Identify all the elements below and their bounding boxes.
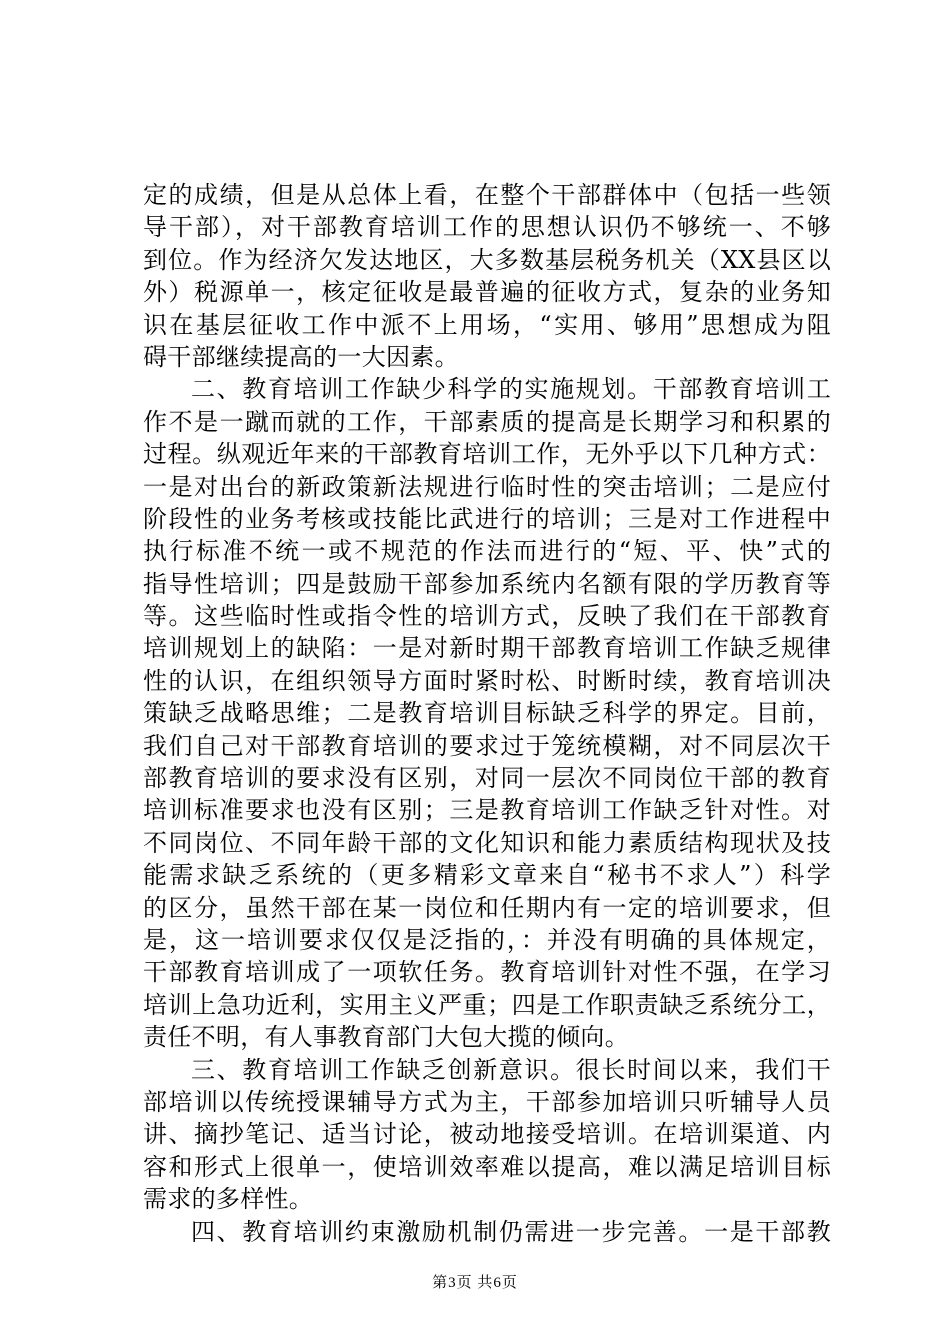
text-line: 二、教育培训工作缺少科学的实施规划。干部教育培训工 [191,375,831,404]
text-line: 一是对出台的新政策新法规进行临时性的突击培训；二是应付 [143,472,831,501]
text-line: 培训上急功近利，实用主义严重；四是工作职责缺乏系统分工， [143,990,831,1019]
text-line: 容和形式上很单一，使培训效率难以提高，难以满足培训目标 [143,1152,831,1181]
text-line: 培训规划上的缺陷：一是对新时期干部教育培训工作缺乏规律 [143,634,831,663]
text-line: 外）税源单一，核定征收是最普遍的征收方式，复杂的业务知 [143,278,831,307]
text-line: 到位。作为经济欠发达地区，大多数基层税务机关（XX县区以 [143,245,831,274]
text-line: 策缺乏战略思维；二是教育培训目标缺乏科学的界定。目前， [143,699,831,728]
text-line: 部培训以传统授课辅导方式为主，干部参加培训只听辅导人员 [143,1087,831,1116]
text-line: 能需求缺乏系统的（更多精彩文章来自“秘书不求人”）科学 [143,861,831,890]
text-line: 执行标准不统一或不规范的作法而进行的“短、平、快”式的 [143,537,831,566]
text-line: 导干部），对干部教育培训工作的思想认识仍不够统一、不够 [143,213,831,242]
text-line: 三、教育培训工作缺乏创新意识。很长时间以来，我们干 [191,1055,831,1084]
text-line: 需求的多样性。 [143,1185,314,1214]
body-text [143,179,831,1248]
text-line: 干部教育培训成了一项软任务。教育培训针对性不强，在学习 [143,958,831,987]
text-line: 定的成绩，但是从总体上看，在整个干部群体中（包括一些领 [143,181,831,209]
text-line: 我们自己对干部教育培训的要求过于笼统模糊，对不同层次干 [143,731,831,760]
text-line: 是，这一培训要求仅仅是泛指的，：并没有明确的具体规定， [143,925,831,954]
text-line: 作不是一蹴而就的工作，干部素质的提高是长期学习和积累的 [143,407,831,436]
text-line: 阶段性的业务考核或技能比武进行的培训；三是对工作进程中 [143,504,831,533]
text-line: 不同岗位、不同年龄干部的文化知识和能力素质结构现状及技 [143,828,831,857]
text-line: 培训标准要求也没有区别；三是教育培训工作缺乏针对性。对 [143,796,831,825]
text-line: 部教育培训的要求没有区别，对同一层次不同岗位干部的教育 [143,764,831,793]
text-line: 责任不明，有人事教育部门大包大揽的倾向。 [143,1023,629,1052]
text-line: 识在基层征收工作中派不上用场，“实用、够用”思想成为阻 [143,310,831,339]
page-number-footer: 第3页 共6页 [432,1275,518,1291]
text-line: 的区分，虽然干部在某一岗位和任期内有一定的培训要求，但 [143,893,831,922]
text-line: 指导性培训；四是鼓励干部参加系统内名额有限的学历教育等 [143,569,831,598]
text-line: 等。这些临时性或指令性的培训方式，反映了我们在干部教育 [143,602,831,631]
text-line: 性的认识，在组织领导方面时紧时松、时断时续，教育培训决 [143,666,831,695]
text-line: 碍干部继续提高的一大因素。 [143,342,459,371]
text-line: 四、教育培训约束激励机制仍需进一步完善。一是干部教 [191,1217,831,1246]
text-line: 过程。纵观近年来的干部教育培训工作，无外乎以下几种方式： [143,440,831,469]
text-line: 讲、摘抄笔记、适当讨论，被动地接受培训。在培训渠道、内 [143,1120,831,1149]
